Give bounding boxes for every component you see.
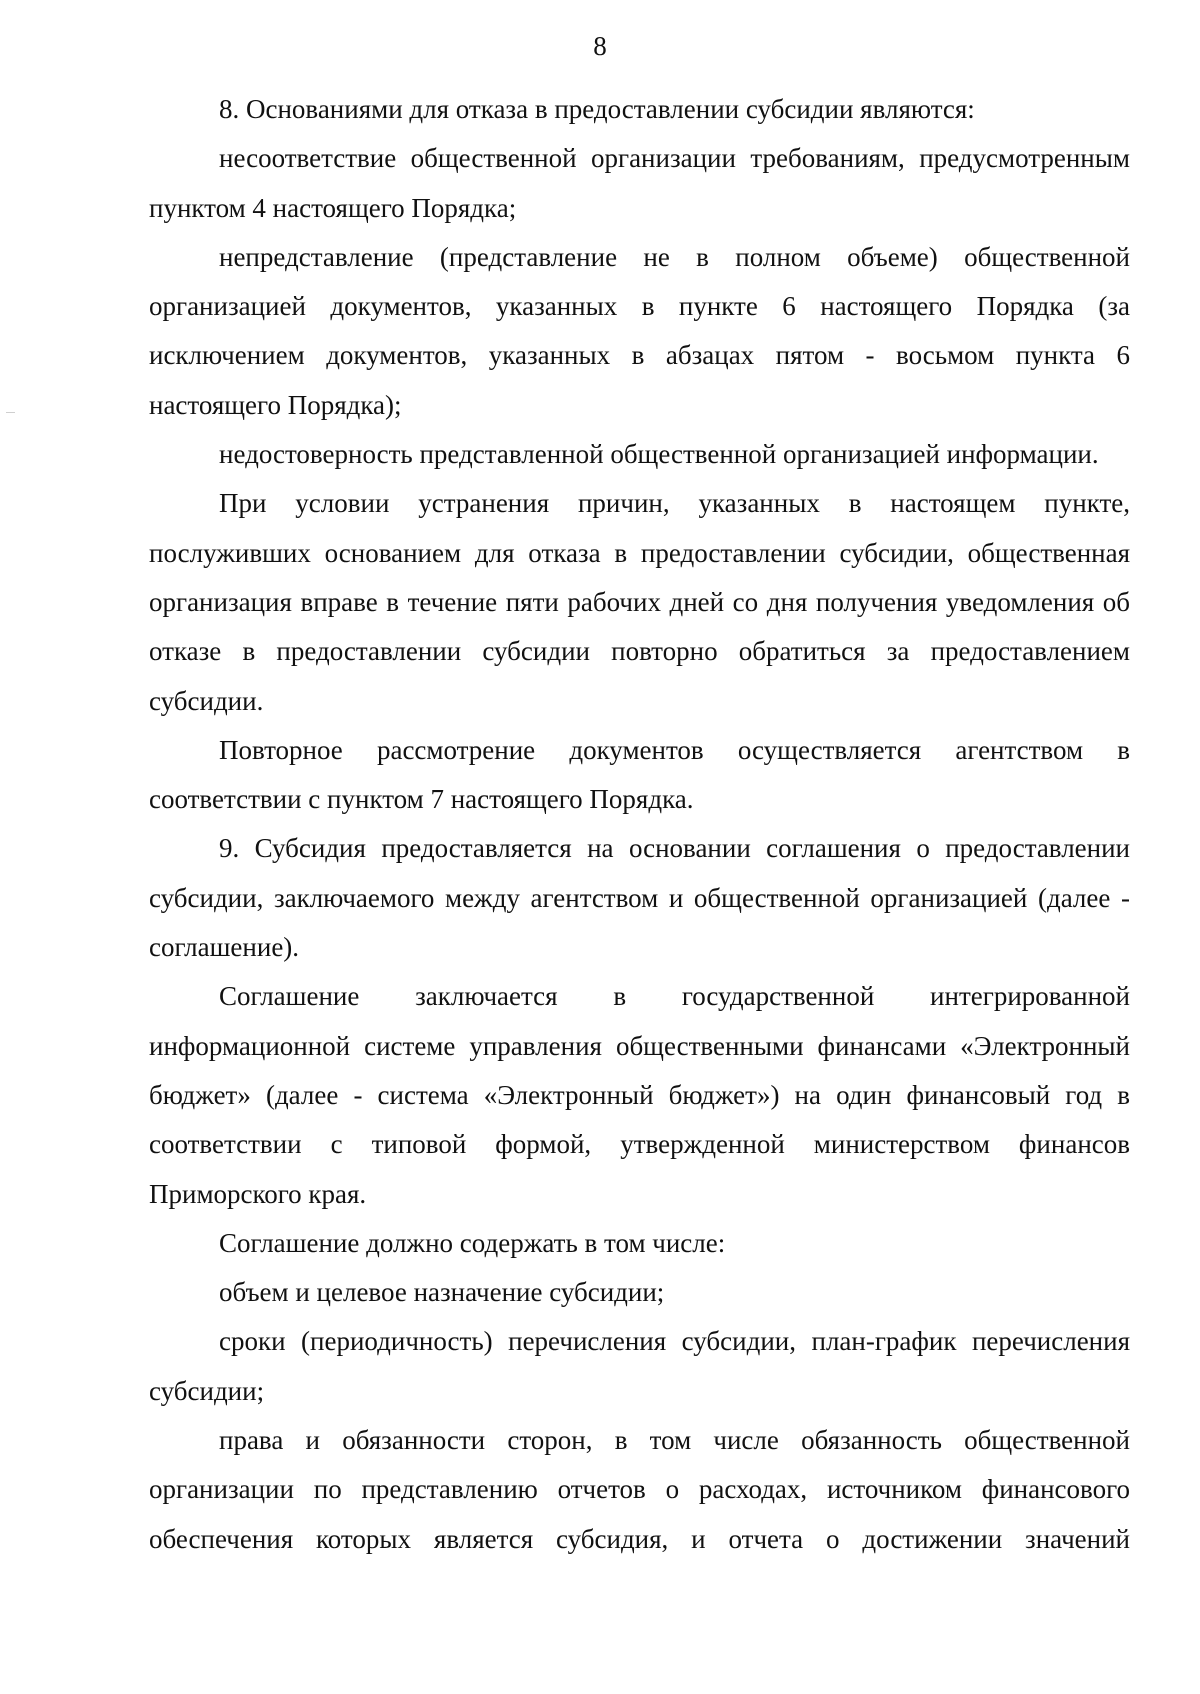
paragraph-nonconformity: несоответствие общественной организации требованиям, предусмотренным пунктом 4 настоящего Порядка;: [149, 143, 1130, 223]
paragraph-electronic-budget: Соглашение заключается в государственной интегрированной информационной системе управления общественными финансами «Электронный бюджет» (далее - система «Электронный бюджет») на один финансовый год в соответствии с типовой формой, утвержденной министерством финансов Приморского края.: [149, 981, 1130, 1209]
paragraph-subsidy-agreement: 9. Субсидия предоставляется на основании соглашения о предоставлении субсидии, заключаемого между агентством и общественной организацией (далее - соглашение).: [149, 833, 1130, 963]
document-body: [149, 85, 1130, 1564]
paragraph-unreliability: недостоверность представленной общественной организацией информации.: [219, 439, 1099, 470]
paragraph-volume-purpose: объем и целевое назначение субсидии;: [219, 1277, 665, 1308]
paragraph-grounds-for-refusal: 8. Основаниями для отказа в предоставлении субсидии являются:: [219, 94, 975, 124]
paragraph-resubmission: При условии устранения причин, указанных в настоящем пункте, послуживших основанием для отказа в предоставлении субсидии, общественная организация вправе в течение пяти рабочих дней со дня получения уведомления об отказе в предоставлении субсидии повторно обратиться за предоставлением субсидии.: [149, 488, 1130, 716]
paragraph-repeat-review: Повторное рассмотрение документов осуществляется агентством в соответствии с пунктом 7 настоящего Порядка.: [149, 734, 1130, 815]
paragraph-nonsubmission: непредставление (представление не в полном объеме) общественной организацией документов, указанных в пункте 6 настоящего Порядка (за исключением документов, указанных в абзацах пятом - восьмом пункта 6 настоящего Порядка);: [149, 241, 1130, 420]
scan-margin-mark: [6, 412, 15, 413]
paragraph-agreement-content: Соглашение должно содержать в том числе:: [219, 1227, 726, 1258]
paragraph-transfer-schedule: сроки (периодичность) перечисления субсидии, план-график перечисления субсидии;: [149, 1326, 1130, 1406]
paragraph-rights-obligations: права и обязанности сторон, в том числе обязанность общественной организации по представлению отчетов о расходах, источником финансового обеспечения которых является субсидия, и отчета о достижении значений: [149, 1425, 1130, 1554]
page-number: 8: [593, 31, 607, 61]
